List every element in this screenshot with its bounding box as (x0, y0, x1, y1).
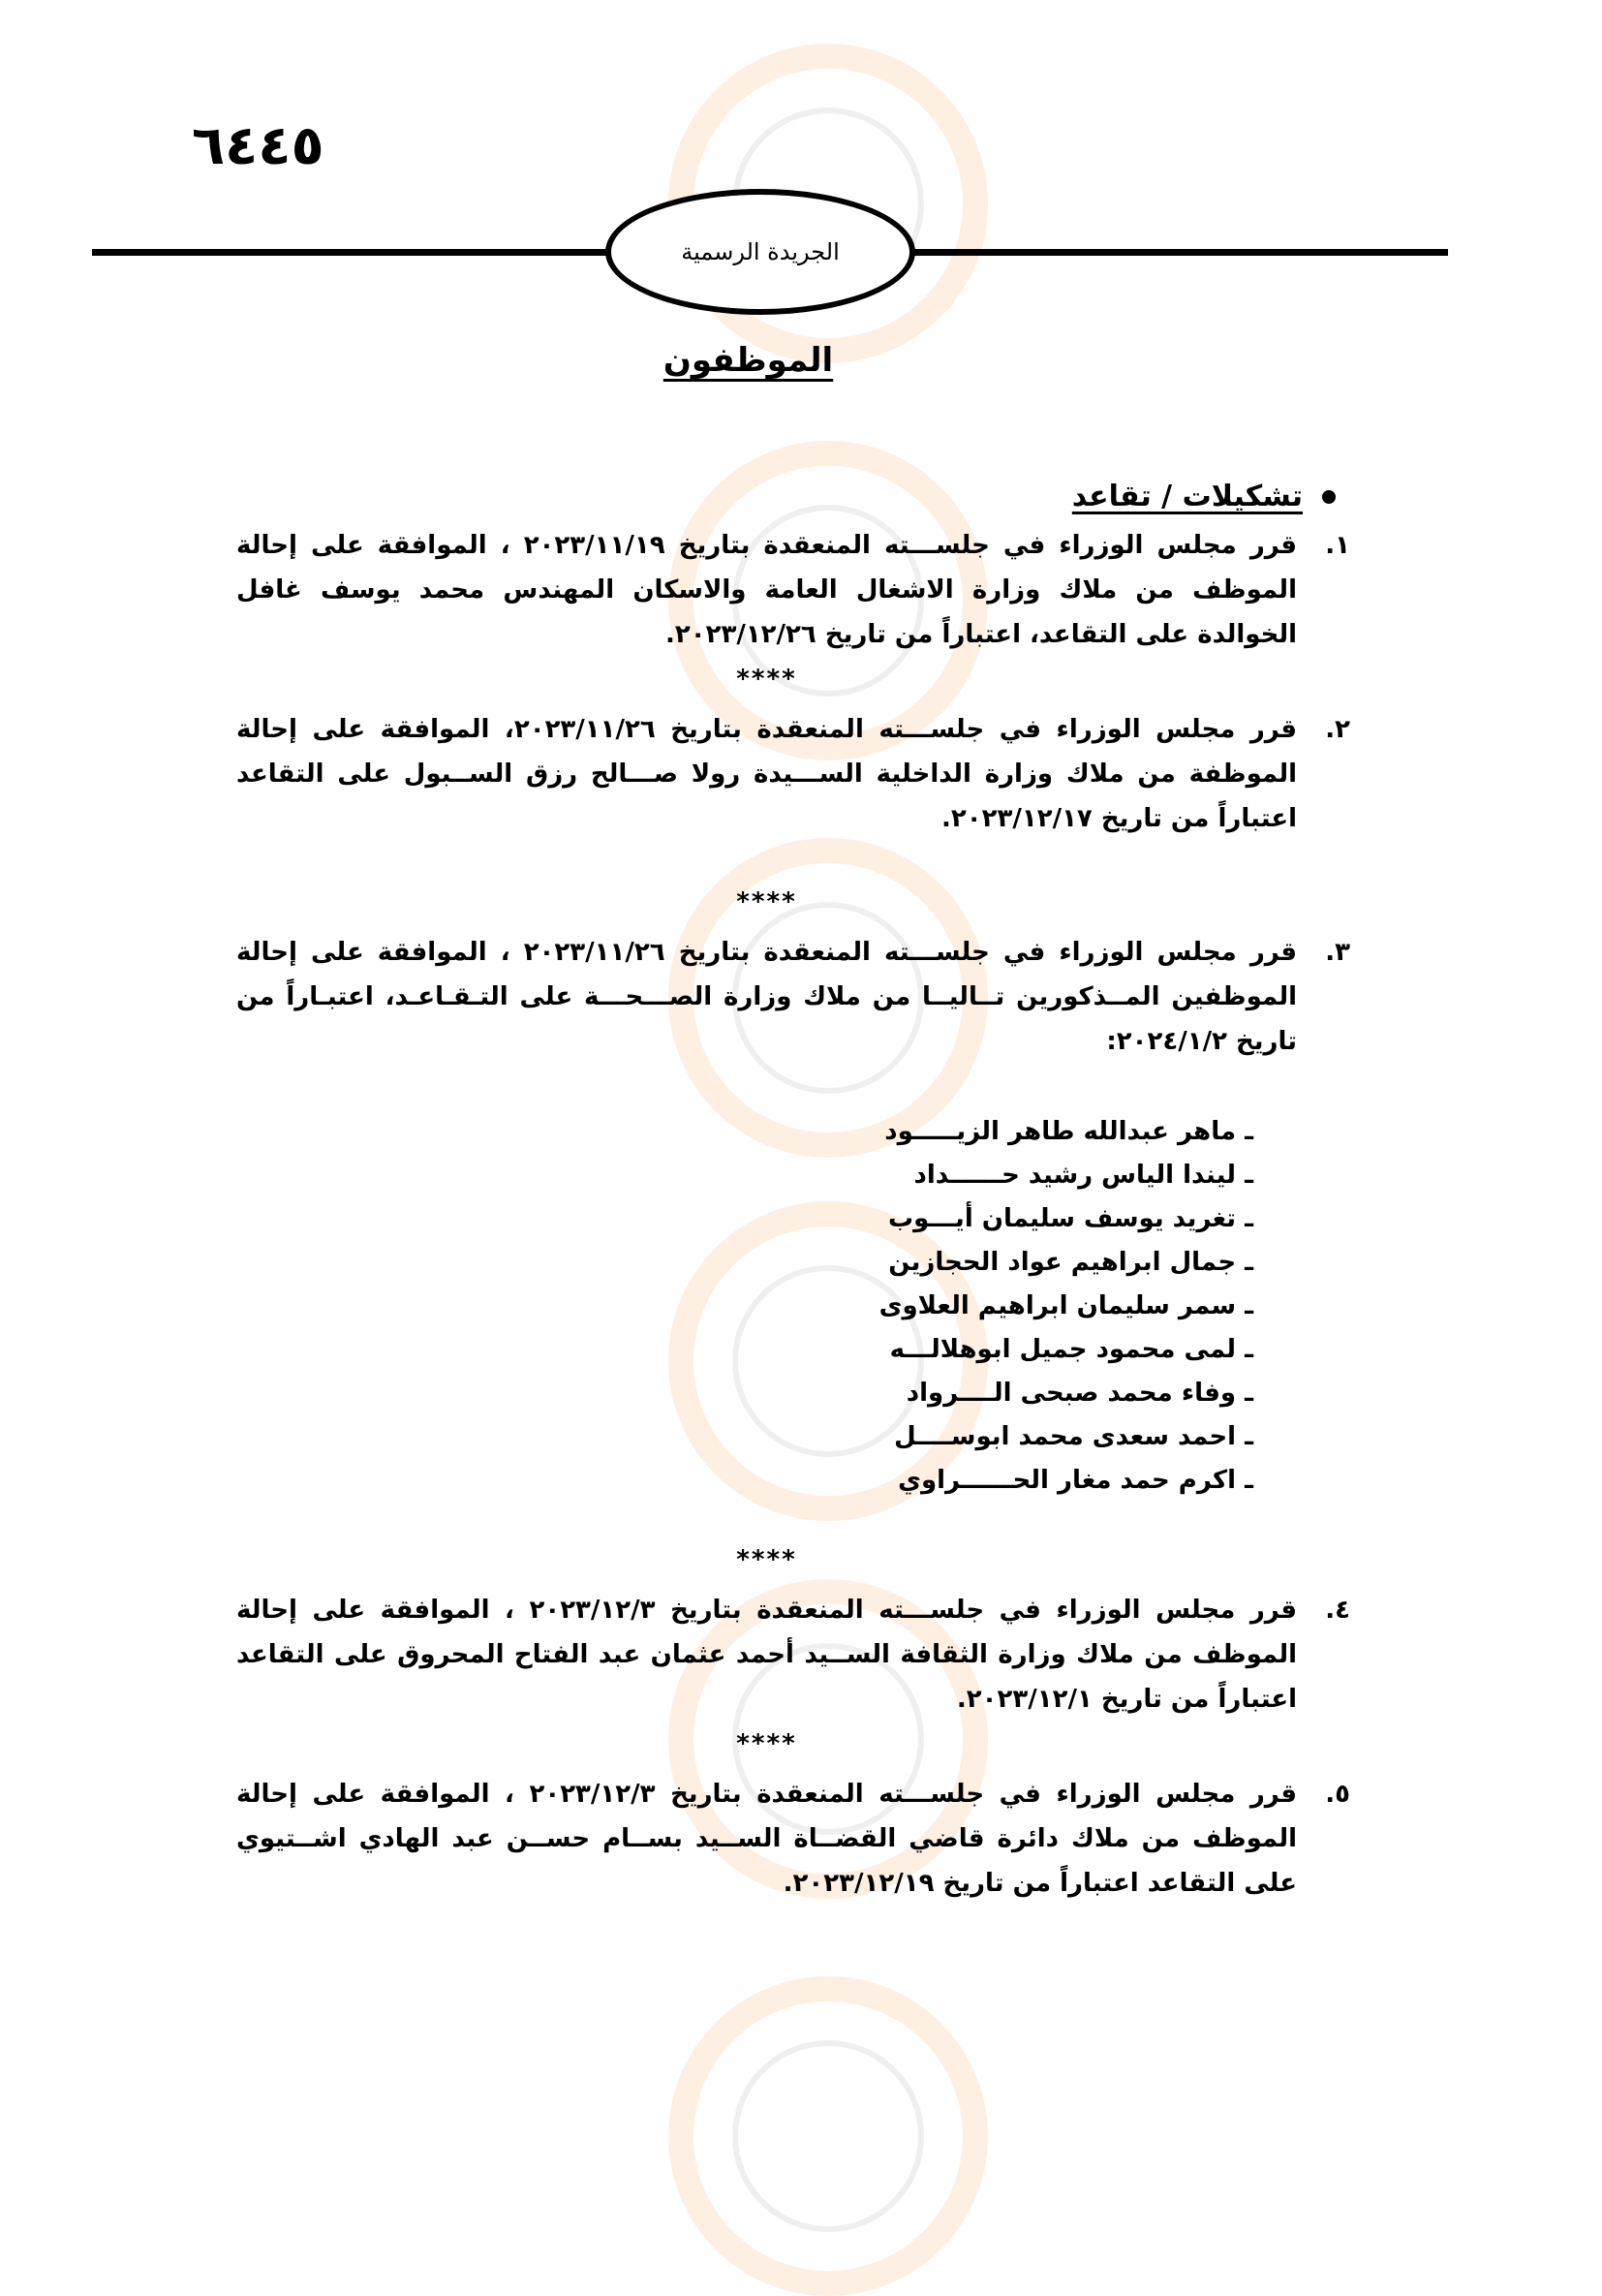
item-number: ٣. (1325, 938, 1350, 967)
watermark-logo (668, 1976, 988, 2296)
decision-item (236, 1588, 1350, 1722)
list-item: ـ وفاء محمد صبحى الــــرواد (906, 1379, 1253, 1408)
document-body (236, 475, 1350, 1906)
decision-item (236, 930, 1350, 1064)
item-number: ٢. (1325, 715, 1350, 744)
list-item: ـ احمد سعدى محمد ابوســــل (894, 1422, 1253, 1451)
journal-title: الجريدة الرسمية (681, 238, 840, 265)
names-list (236, 1110, 1297, 1503)
decision-item (236, 1772, 1350, 1906)
list-item: ـ سمر سليمان ابراهيم العلاوى (878, 1291, 1253, 1320)
item-text: قرر مجلس الوزراء في جلســـته المنعقدة بتاريخ ٢٠٢٣/١٢/٣ ، الموافقة على إحالة الموظف من ملاك دائرة قاضي القضــاة الســيد بســام حســن عبد الهادي اشــتيوي على التقاعد اعتباراً من تاريخ ٢٠٢٣/١٢/١٩. (236, 1780, 1297, 1898)
separator: **** (736, 1729, 797, 1758)
list-item: ـ اكرم حمد مغار الحــــــراوي (898, 1466, 1253, 1495)
item-number: ٤. (1325, 1596, 1350, 1625)
separator: **** (736, 1545, 797, 1574)
list-item: ـ ليندا الياس رشيد حــــــداد (913, 1161, 1253, 1190)
section-title: الموظفون (662, 341, 834, 380)
item-text: قرر مجلس الوزراء في جلســـته المنعقدة بتاريخ ٢٠٢٣/١١/١٩ ، الموافقة على إحالة الموظف من ملاك وزارة الاشغال العامة والاسكان المهندس محمد يوسف غافل الخوالدة على التقاعد، اعتباراً من تاريخ ٢٠٢٣/١٢/٢٦. (236, 531, 1298, 649)
item-text: قرر مجلس الوزراء في جلســـته المنعقدة بتاريخ ٢٠٢٣/١٢/٣ ، الموافقة على إحالة الموظف من ملاك وزارة الثقافة الســيد أحمد عثمان عبد الفتاح المحروق على التقاعد اعتباراً من تاريخ ٢٠٢٣/١٢/١. (236, 1596, 1297, 1714)
decision-item (236, 707, 1350, 841)
journal-title-badge (605, 189, 915, 315)
subheading: تشكيلات / تقاعد (1071, 480, 1303, 513)
decision-item (236, 523, 1350, 657)
bullet-icon (1322, 490, 1336, 504)
page-number: ٦٤٤٥ (192, 114, 324, 177)
item-number: ١. (1325, 531, 1350, 560)
separator: **** (736, 887, 797, 916)
item-text: قرر مجلس الوزراء في جلســـته المنعقدة بتاريخ ٢٠٢٣/١١/٢٦، الموافقة على إحالة الموظفة من ملاك وزارة الداخلية الســـيدة رولا صـــالح رزق الســبول على التقاعد اعتباراً من تاريخ ٢٠٢٣/١٢/١٧. (236, 715, 1298, 833)
subheading-row (236, 475, 1336, 519)
item-text: قرر مجلس الوزراء في جلســـته المنعقدة بتاريخ ٢٠٢٣/١١/٢٦ ، الموافقة على إحالة الموظفين المــذكورين تــاليــا من ملاك وزارة الصـــحـــة على التـقـاعـد، اعتبـاراً من تاريخ ٢٠٢٤/١/٢: (236, 938, 1298, 1056)
separator: **** (736, 665, 797, 694)
item-number: ٥. (1325, 1780, 1350, 1809)
list-item: ـ لمى محمود جميل ابوهلالـــه (889, 1335, 1253, 1364)
list-item: ـ جمال ابراهيم عواد الحجازين (888, 1248, 1253, 1277)
list-item: ـ تغريد يوسف سليمان أيـــوب (887, 1204, 1253, 1233)
list-item: ـ ماهر عبدالله طاهر الزيـــــود (884, 1117, 1253, 1146)
